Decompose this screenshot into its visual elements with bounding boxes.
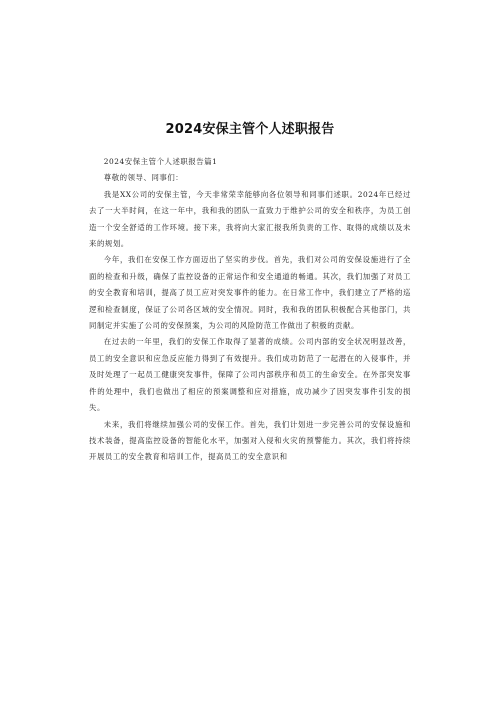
document-title: 2024安保主管个人述职报告 <box>165 122 335 137</box>
body-paragraph: 在过去的一年里，我们的安保工作取得了显著的成绩。公司内部的安全状况明显改善，员工的安全意识和应急反应能力得到了有效提升。我们成功防范了一起潜在的入侵事件，并及时处理了一起员工健康突发事件，保障了公司内部秩序和员工的生命安全。在外部突发事件的处理中，我们也做出了相应的预案调整和应对措施，成功减少了因突发事件引发的损失。 <box>89 337 411 413</box>
document-body <box>89 154 411 466</box>
body-paragraph: 今年，我们在安保工作方面迈出了坚实的步伐。首先，我们对公司的安保设施进行了全面的检查和升级，确保了监控设备的正常运作和安全通道的畅通。其次，我们加强了对员工的安全教育和培训，提高了员工应对突发事件的能力。在日常工作中，我们建立了严格的巡逻和检查制度，保证了公司各区域的安全情况。同时，我和我的团队积极配合其他部门，共同制定并实施了公司的安保预案，为公司的风险防范工作做出了积极的贡献。 <box>89 255 411 331</box>
salutation: 尊敬的领导、同事们： <box>103 173 184 183</box>
body-paragraph: 我是XX公司的安保主管，今天非常荣幸能够向各位领导和同事们述职。2024年已经过去了一大半时间，在这一年中，我和我的团队一直致力于维护公司的安全和秩序，为员工创造一个安全舒适的工作环境。接下来，我将向大家汇报我所负责的工作、取得的成绩以及未来的规划。 <box>89 189 411 249</box>
body-paragraph: 未来，我们将继续加强公司的安保工作。首先，我们计划进一步完善公司的安保设施和技术装备，提高监控设备的智能化水平，加强对入侵和火灾的预警能力。其次，我们将持续开展员工的安全教育和培训工作，提高员工的安全意识和 <box>89 419 411 462</box>
section-heading: 2024安保主管个人述职报告篇1 <box>103 157 218 166</box>
